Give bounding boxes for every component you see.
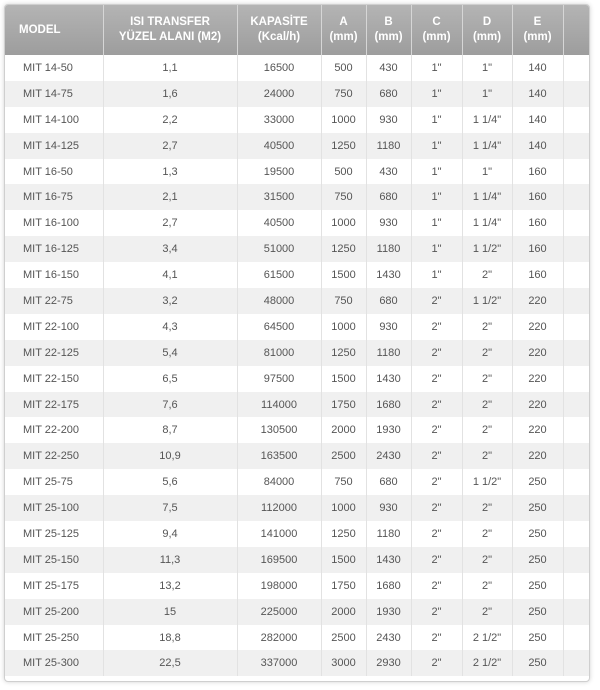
cell-model: MIT 25-250 [5,625,103,651]
cell-capacity: 198000 [237,573,321,599]
cell-dim-b: 680 [366,81,411,107]
cell-heat-transfer-area: 11,3 [103,547,237,573]
cell-dim-d: 1 1/4" [462,184,512,210]
cell-spacer [563,236,589,262]
cell-heat-transfer-area: 2,2 [103,107,237,133]
cell-heat-transfer-area: 22,5 [103,650,237,676]
cell-capacity: 31500 [237,184,321,210]
cell-capacity: 97500 [237,366,321,392]
col-header-a [321,5,366,55]
cell-model: MIT 22-200 [5,417,103,443]
cell-dim-d: 1 1/4" [462,210,512,236]
cell-dim-a: 1500 [321,262,366,288]
cell-dim-a: 750 [321,469,366,495]
cell-dim-e: 160 [512,184,563,210]
cell-heat-transfer-area: 1,1 [103,55,237,81]
cell-capacity: 61500 [237,262,321,288]
cell-dim-b: 930 [366,107,411,133]
cell-dim-b: 1680 [366,392,411,418]
cell-dim-a: 500 [321,55,366,81]
col-header-text: C [432,16,441,28]
cell-dim-c: 2" [411,340,462,366]
cell-dim-a: 1750 [321,392,366,418]
cell-dim-e: 250 [512,573,563,599]
cell-model: MIT 14-50 [5,55,103,81]
cell-spacer [563,55,589,81]
cell-heat-transfer-area: 2,7 [103,210,237,236]
cell-dim-e: 140 [512,107,563,133]
col-header-subtext: (mm) [472,31,502,43]
cell-dim-c: 2" [411,599,462,625]
cell-model: MIT 25-75 [5,469,103,495]
cell-dim-b: 1180 [366,521,411,547]
cell-model: MIT 22-75 [5,288,103,314]
cell-model: MIT 16-75 [5,184,103,210]
cell-spacer [563,184,589,210]
cell-dim-d: 2 1/2" [462,650,512,676]
cell-dim-a: 750 [321,184,366,210]
table-row [5,81,589,107]
cell-dim-a: 2000 [321,599,366,625]
cell-spacer [563,262,589,288]
cell-model: MIT 25-150 [5,547,103,573]
cell-dim-c: 2" [411,495,462,521]
cell-capacity: 40500 [237,210,321,236]
cell-heat-transfer-area: 3,2 [103,288,237,314]
table-header [5,5,589,55]
table-row [5,443,589,469]
cell-dim-b: 930 [366,210,411,236]
cell-capacity: 163500 [237,443,321,469]
cell-capacity: 225000 [237,599,321,625]
cell-dim-e: 220 [512,392,563,418]
cell-model: MIT 22-100 [5,314,103,340]
cell-dim-c: 2" [411,547,462,573]
cell-dim-d: 2" [462,262,512,288]
cell-dim-d: 1 1/2" [462,469,512,495]
cell-dim-a: 2500 [321,443,366,469]
cell-spacer [563,443,589,469]
cell-dim-c: 1" [411,107,462,133]
col-header-model [5,5,103,55]
col-header-text: ISI TRANSFER [130,16,210,28]
cell-dim-b: 680 [366,288,411,314]
table-row [5,417,589,443]
col-header-subtext: (mm) [422,31,451,43]
cell-dim-c: 2" [411,443,462,469]
cell-heat-transfer-area: 5,4 [103,340,237,366]
cell-capacity: 33000 [237,107,321,133]
cell-dim-a: 1250 [321,236,366,262]
table-row [5,547,589,573]
cell-dim-b: 2430 [366,443,411,469]
col-header-b [366,5,411,55]
cell-model: MIT 16-150 [5,262,103,288]
cell-dim-c: 2" [411,573,462,599]
cell-dim-d: 2" [462,392,512,418]
cell-dim-a: 750 [321,81,366,107]
cell-dim-e: 250 [512,495,563,521]
cell-capacity: 114000 [237,392,321,418]
cell-dim-d: 1" [462,159,512,185]
cell-heat-transfer-area: 18,8 [103,625,237,651]
cell-capacity: 48000 [237,288,321,314]
cell-heat-transfer-area: 2,1 [103,184,237,210]
cell-dim-e: 220 [512,288,563,314]
cell-dim-c: 2" [411,392,462,418]
cell-heat-transfer-area: 9,4 [103,521,237,547]
cell-heat-transfer-area: 1,6 [103,81,237,107]
cell-dim-c: 1" [411,210,462,236]
cell-dim-e: 250 [512,625,563,651]
cell-spacer [563,288,589,314]
header-row [5,5,589,55]
cell-dim-d: 1 1/2" [462,288,512,314]
cell-dim-d: 2 1/2" [462,625,512,651]
spec-table-panel [4,4,590,682]
cell-dim-e: 160 [512,262,563,288]
cell-dim-c: 1" [411,184,462,210]
cell-dim-b: 680 [366,469,411,495]
col-header-subtext: (mm) [374,31,403,43]
cell-heat-transfer-area: 7,6 [103,392,237,418]
cell-spacer [563,314,589,340]
cell-dim-b: 930 [366,495,411,521]
cell-dim-e: 250 [512,599,563,625]
cell-capacity: 141000 [237,521,321,547]
cell-dim-e: 160 [512,210,563,236]
cell-spacer [563,469,589,495]
cell-dim-d: 1" [462,81,512,107]
cell-dim-d: 1" [462,55,512,81]
cell-dim-a: 1250 [321,521,366,547]
cell-dim-c: 2" [411,625,462,651]
cell-spacer [563,392,589,418]
cell-dim-d: 1 1/4" [462,133,512,159]
cell-dim-a: 1000 [321,210,366,236]
cell-dim-a: 2500 [321,625,366,651]
cell-dim-a: 1750 [321,573,366,599]
table-row [5,133,589,159]
col-header-c [411,5,462,55]
cell-dim-e: 250 [512,469,563,495]
cell-dim-e: 140 [512,81,563,107]
cell-dim-a: 750 [321,288,366,314]
cell-dim-b: 1430 [366,262,411,288]
cell-spacer [563,366,589,392]
cell-model: MIT 16-50 [5,159,103,185]
cell-dim-b: 430 [366,55,411,81]
cell-dim-e: 140 [512,55,563,81]
table-row [5,288,589,314]
table-row [5,392,589,418]
cell-dim-a: 1250 [321,340,366,366]
cell-dim-e: 250 [512,521,563,547]
cell-dim-e: 140 [512,133,563,159]
cell-dim-c: 2" [411,417,462,443]
cell-dim-c: 1" [411,55,462,81]
cell-dim-a: 3000 [321,650,366,676]
col-header-text: D [482,16,492,28]
cell-model: MIT 25-200 [5,599,103,625]
cell-spacer [563,599,589,625]
cell-capacity: 112000 [237,495,321,521]
col-header-subtext: (mm) [329,31,358,43]
cell-model: MIT 22-150 [5,366,103,392]
cell-dim-c: 2" [411,314,462,340]
cell-dim-b: 1180 [366,236,411,262]
cell-model: MIT 14-125 [5,133,103,159]
cell-capacity: 130500 [237,417,321,443]
cell-dim-d: 2" [462,314,512,340]
cell-spacer [563,495,589,521]
table-row [5,469,589,495]
cell-dim-d: 2" [462,443,512,469]
cell-dim-b: 2430 [366,625,411,651]
col-header-subtext: (mm) [523,31,552,43]
cell-model: MIT 22-125 [5,340,103,366]
cell-dim-c: 1" [411,133,462,159]
cell-dim-b: 680 [366,184,411,210]
cell-dim-b: 1430 [366,366,411,392]
col-header-text: E [533,16,542,28]
cell-model: MIT 16-100 [5,210,103,236]
table-row [5,262,589,288]
cell-dim-a: 1250 [321,133,366,159]
cell-dim-b: 430 [366,159,411,185]
cell-dim-e: 220 [512,340,563,366]
col-header-spacer [563,5,589,55]
cell-model: MIT 25-300 [5,650,103,676]
cell-spacer [563,573,589,599]
cell-dim-b: 930 [366,314,411,340]
cell-dim-a: 1000 [321,314,366,340]
col-header-subtext: YÜZEL ALANI (M2) [118,31,222,43]
cell-spacer [563,521,589,547]
cell-dim-b: 1430 [366,547,411,573]
cell-spacer [563,81,589,107]
cell-capacity: 51000 [237,236,321,262]
cell-dim-e: 220 [512,417,563,443]
cell-heat-transfer-area: 10,9 [103,443,237,469]
cell-heat-transfer-area: 7,5 [103,495,237,521]
cell-dim-a: 1000 [321,107,366,133]
cell-dim-e: 160 [512,159,563,185]
cell-capacity: 84000 [237,469,321,495]
cell-model: MIT 16-125 [5,236,103,262]
cell-dim-c: 1" [411,262,462,288]
cell-spacer [563,340,589,366]
cell-dim-d: 2" [462,366,512,392]
col-header-heat-transfer-area [103,5,237,55]
cell-heat-transfer-area: 8,7 [103,417,237,443]
cell-dim-d: 2" [462,340,512,366]
cell-dim-e: 220 [512,314,563,340]
cell-dim-d: 1 1/2" [462,236,512,262]
cell-dim-b: 1930 [366,417,411,443]
cell-dim-b: 1180 [366,340,411,366]
cell-spacer [563,547,589,573]
cell-model: MIT 14-100 [5,107,103,133]
table-row [5,340,589,366]
cell-capacity: 81000 [237,340,321,366]
cell-capacity: 40500 [237,133,321,159]
table-row [5,573,589,599]
table-row [5,55,589,81]
cell-heat-transfer-area: 4,1 [103,262,237,288]
cell-dim-b: 1930 [366,599,411,625]
table-row [5,599,589,625]
cell-capacity: 169500 [237,547,321,573]
cell-capacity: 282000 [237,625,321,651]
cell-capacity: 16500 [237,55,321,81]
table-row [5,236,589,262]
cell-dim-c: 2" [411,366,462,392]
cell-model: MIT 22-250 [5,443,103,469]
cell-dim-c: 2" [411,288,462,314]
table-row [5,650,589,676]
table-row [5,521,589,547]
cell-model: MIT 25-175 [5,573,103,599]
cell-dim-c: 2" [411,521,462,547]
cell-dim-c: 1" [411,159,462,185]
cell-spacer [563,107,589,133]
cell-dim-a: 1000 [321,495,366,521]
cell-dim-c: 2" [411,650,462,676]
cell-dim-e: 220 [512,366,563,392]
cell-dim-c: 1" [411,236,462,262]
cell-dim-d: 2" [462,417,512,443]
cell-dim-d: 2" [462,573,512,599]
cell-heat-transfer-area: 3,4 [103,236,237,262]
col-header-subtext: (Kcal/h) [257,31,301,43]
cell-model: MIT 22-175 [5,392,103,418]
cell-capacity: 24000 [237,81,321,107]
cell-dim-e: 160 [512,236,563,262]
table-body [5,55,589,676]
cell-spacer [563,159,589,185]
cell-dim-c: 1" [411,81,462,107]
cell-dim-e: 250 [512,547,563,573]
cell-dim-d: 2" [462,495,512,521]
table-row [5,625,589,651]
col-header-text: A [339,16,348,28]
cell-heat-transfer-area: 5,6 [103,469,237,495]
col-header-text: MODEL [19,23,61,36]
cell-dim-b: 1180 [366,133,411,159]
table-row [5,366,589,392]
cell-dim-a: 1500 [321,366,366,392]
cell-spacer [563,417,589,443]
cell-heat-transfer-area: 6,5 [103,366,237,392]
cell-model: MIT 14-75 [5,81,103,107]
cell-dim-b: 2930 [366,650,411,676]
col-header-e [512,5,563,55]
cell-spacer [563,210,589,236]
cell-heat-transfer-area: 15 [103,599,237,625]
table-row [5,159,589,185]
cell-heat-transfer-area: 1,3 [103,159,237,185]
cell-dim-e: 220 [512,443,563,469]
spec-table [5,5,589,676]
cell-dim-a: 1500 [321,547,366,573]
cell-spacer [563,650,589,676]
cell-heat-transfer-area: 4,3 [103,314,237,340]
col-header-text: B [384,16,393,28]
cell-dim-b: 1680 [366,573,411,599]
cell-capacity: 64500 [237,314,321,340]
cell-dim-a: 2000 [321,417,366,443]
col-header-capacity [237,5,321,55]
col-header-text: KAPASİTE [250,16,308,28]
cell-capacity: 337000 [237,650,321,676]
cell-model: MIT 25-100 [5,495,103,521]
cell-dim-d: 2" [462,521,512,547]
cell-dim-c: 2" [411,469,462,495]
cell-model: MIT 25-125 [5,521,103,547]
table-row [5,314,589,340]
col-header-d [462,5,512,55]
cell-dim-e: 250 [512,650,563,676]
table-row [5,210,589,236]
cell-dim-d: 2" [462,599,512,625]
cell-spacer [563,133,589,159]
cell-spacer [563,625,589,651]
cell-heat-transfer-area: 2,7 [103,133,237,159]
table-row [5,184,589,210]
cell-dim-a: 500 [321,159,366,185]
cell-dim-d: 2" [462,547,512,573]
cell-dim-d: 1 1/4" [462,107,512,133]
table-row [5,107,589,133]
table-row [5,495,589,521]
cell-capacity: 19500 [237,159,321,185]
cell-heat-transfer-area: 13,2 [103,573,237,599]
